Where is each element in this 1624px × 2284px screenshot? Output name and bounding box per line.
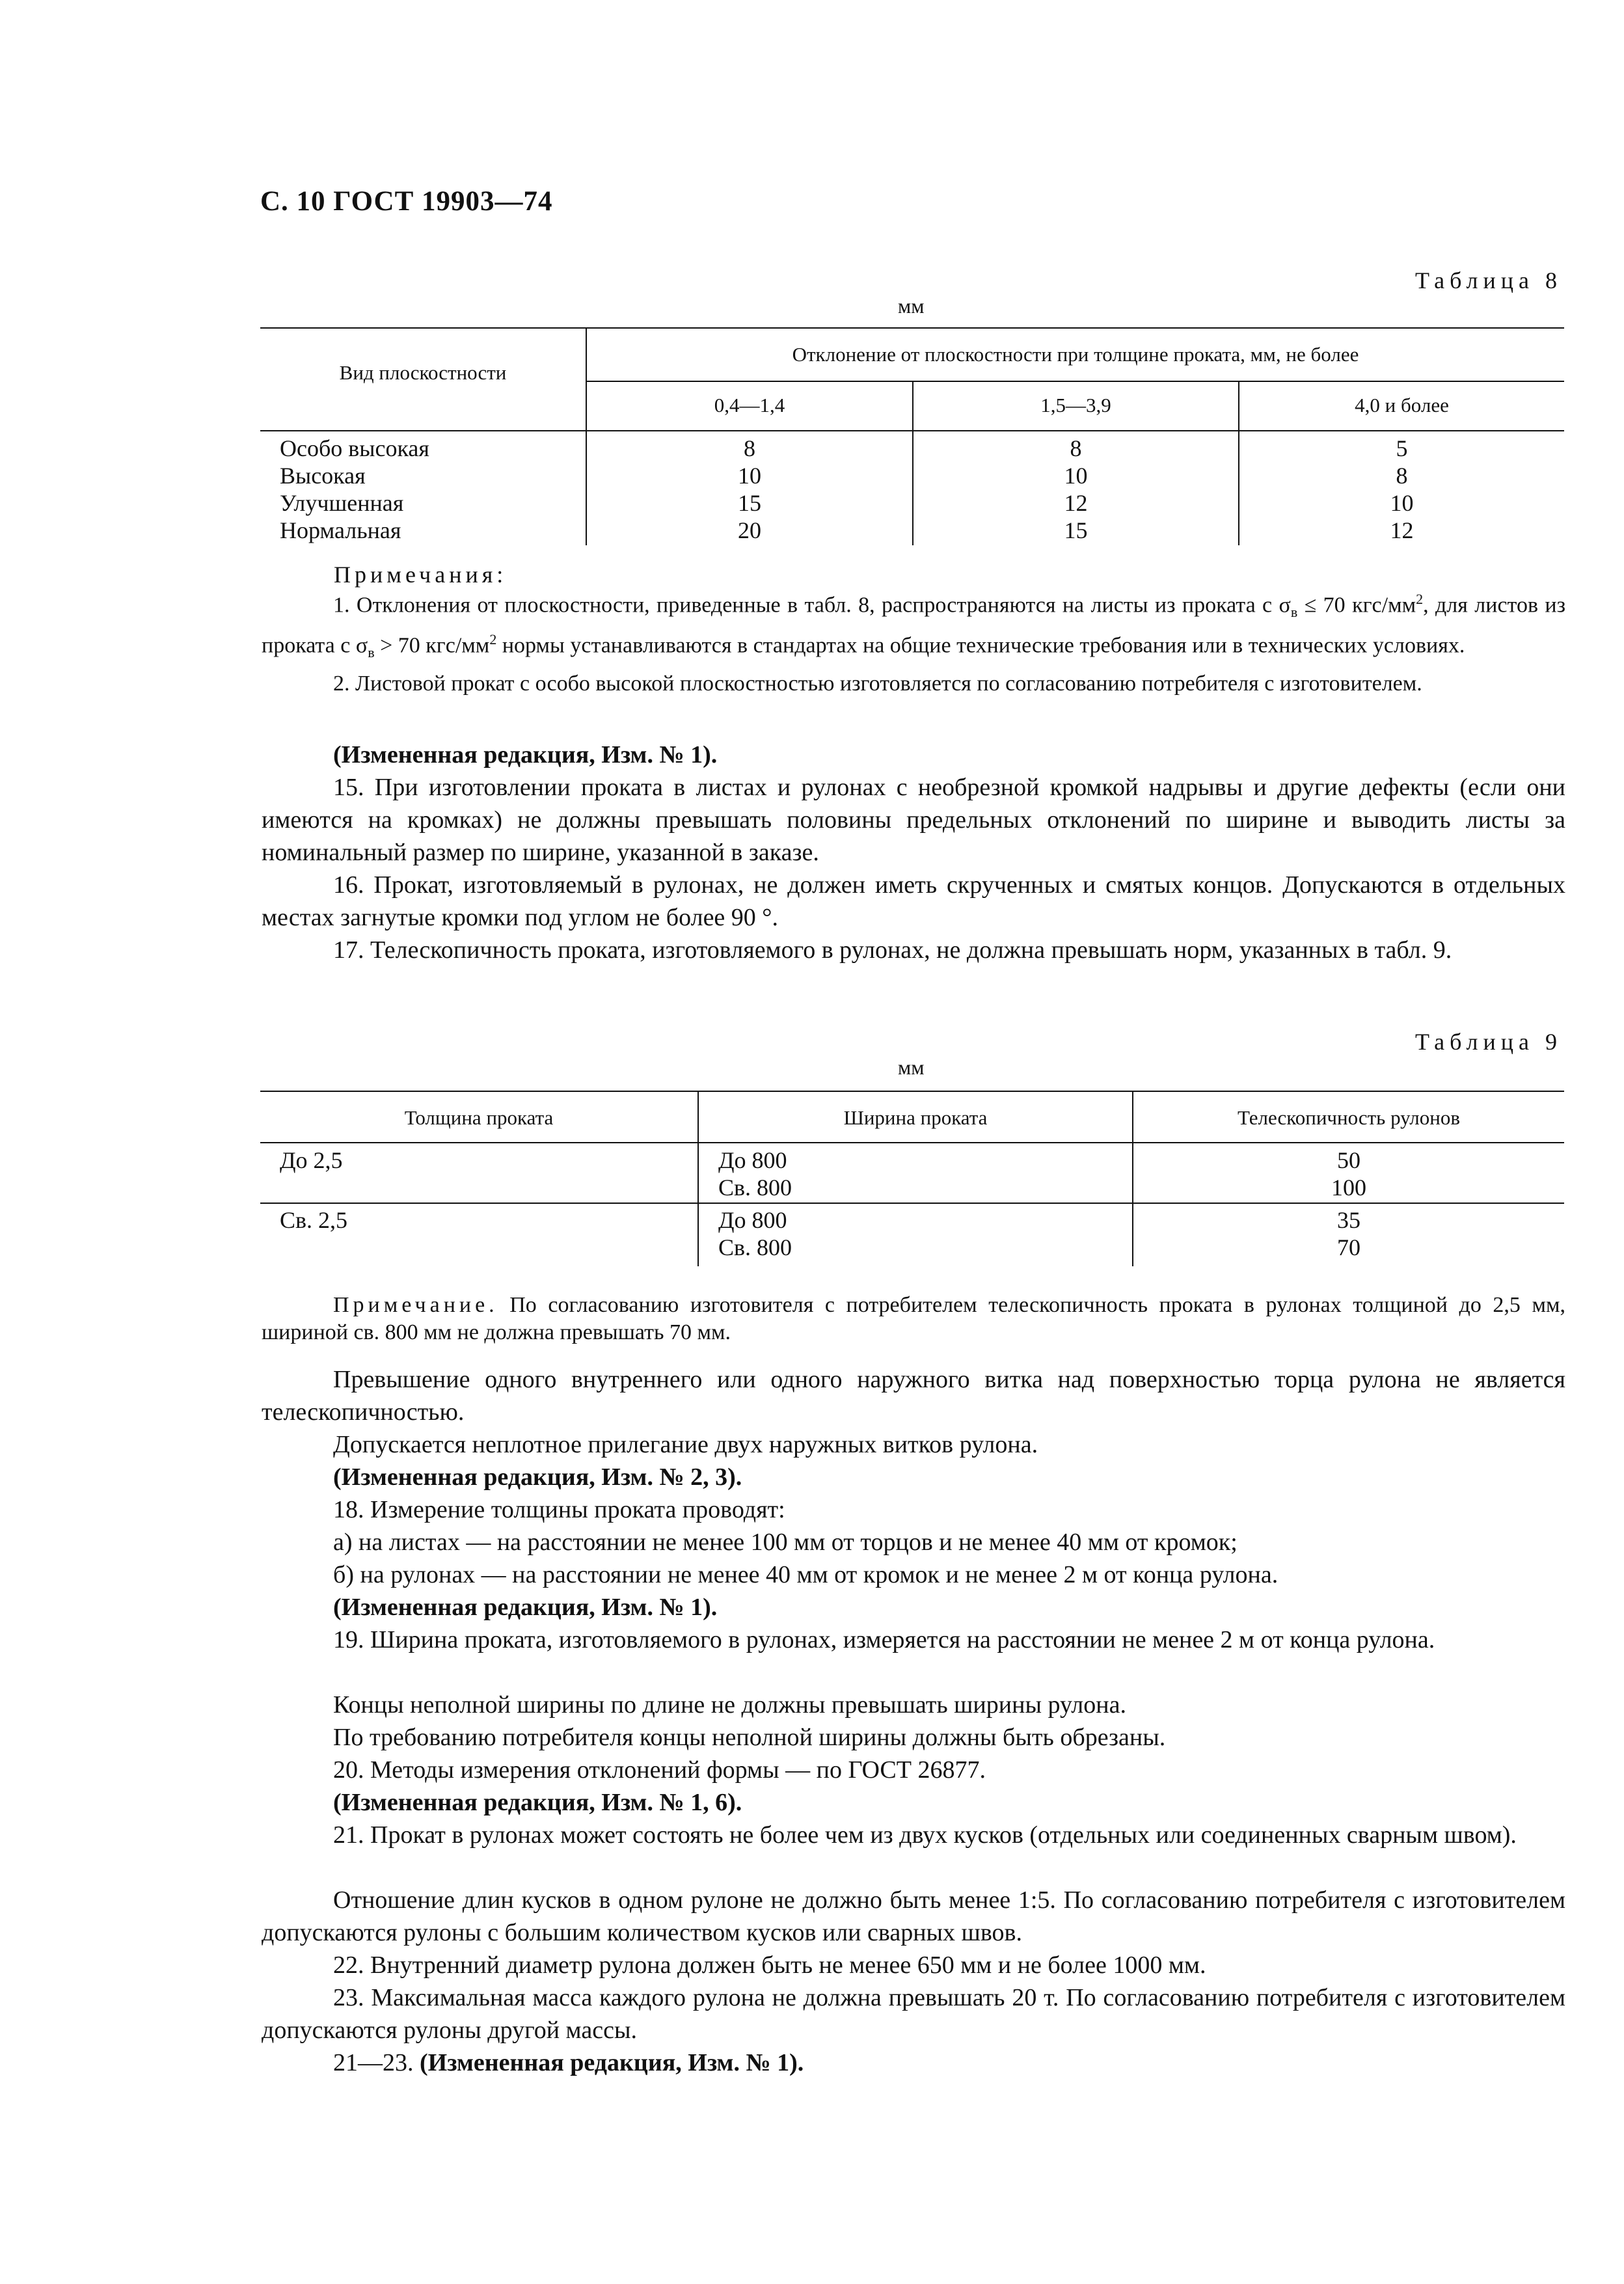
table8-cell: 15 — [1064, 517, 1088, 543]
table8-row-names — [280, 435, 429, 544]
table9-unit: мм — [898, 1055, 925, 1079]
table8-row-name: Особо высокая — [280, 435, 429, 461]
edition-note: (Измененная редакция, Изм. № 1). — [333, 1594, 718, 1621]
clause-22: 22. Внутренний диаметр рулона должен быть не менее 650 мм и не более 1000 мм. — [333, 1951, 1206, 1979]
edition-note: (Измененная редакция, Изм. № 1, 6). — [333, 1789, 742, 1816]
clause-19b: По требованию потребителя концы неполной ширины должны быть обрезаны. — [333, 1724, 1166, 1751]
note9 — [262, 1292, 1565, 1346]
table9-cell: Св. 800 — [718, 1175, 792, 1201]
notes8-item-2: 2. Листовой прокат с особо высокой плоскостностью изготовляется по согласованию потребителя с изготовителем. — [333, 672, 1422, 696]
table8-col-2 — [914, 435, 1238, 544]
table8-caption: Таблица 8 — [1415, 267, 1562, 293]
table9-cell: До 800 — [718, 1147, 787, 1173]
clause-20: 20. Методы измерения отклонений формы — по ГОСТ 26877. — [333, 1756, 986, 1784]
notes8-title: Примечания: — [334, 562, 508, 588]
table9-cell: Св. 2,5 — [280, 1207, 348, 1233]
paragraph-loose-turns: Допускается неплотное прилегание двух наружных витков рулона. — [333, 1431, 1038, 1458]
table8-cell: 15 — [738, 490, 761, 516]
table9-cell: Св. 800 — [718, 1234, 792, 1260]
table9-cell: 35 — [1337, 1207, 1360, 1233]
table9-cell — [718, 1206, 792, 1261]
note9-label: Примечание. — [333, 1293, 498, 1317]
clause-16: 16. Прокат, изготовляемый в рулонах, не должен иметь скрученных и смятых концов. Допускаются в отдельных местах загнутые кромки под углом не более 90 °. — [262, 871, 1565, 931]
clause-21: 21. Прокат в рулонах может состоять не более чем из двух кусков (отдельных или соединенных сварным швом). — [333, 1821, 1517, 1849]
table8-cell: 10 — [1390, 490, 1414, 516]
table9-cell — [1133, 1147, 1564, 1201]
table9-head-thickness: Толщина проката — [404, 1106, 554, 1129]
table9-cell: До 2,5 — [280, 1147, 343, 1173]
table9-cell: 70 — [1337, 1234, 1360, 1260]
clause-21a: Отношение длин кусков в одном рулоне не должно быть менее 1:5. По согласованию потребителя с изготовителем допускаются рулоны с большим количеством кусков или сварных швов. — [262, 1886, 1565, 1946]
table8-cell: 12 — [1064, 490, 1088, 516]
table8-cell: 5 — [1396, 435, 1408, 461]
clause-17: 17. Телескопичность проката, изготовляемого в рулонах, не должна превышать норм, указанных в табл. 9. — [333, 936, 1452, 964]
clause-18: 18. Измерение толщины проката проводят: — [333, 1496, 785, 1523]
table8-cell: 8 — [1070, 435, 1082, 461]
clause-15: 15. При изготовлении проката в листах и рулонах с необрезной кромкой надрывы и другие дефекты (если они имеются на кромках) не должны превышать половины предельных отклонений по ширине и выводить листы за номинальный размер по ширине, указанной в заказе. — [262, 774, 1565, 866]
clause-19: 19. Ширина проката, изготовляемого в рулонах, измеряется на расстоянии не менее 2 м от конца рулона. — [333, 1626, 1435, 1653]
page-header: С. 10 ГОСТ 19903—74 — [260, 186, 553, 217]
edition-note: (Измененная редакция, Изм. № 1). — [333, 741, 718, 768]
table8-unit: мм — [898, 294, 925, 318]
note-subscript: в — [368, 644, 375, 661]
edition-note: (Измененная редакция, Изм. № 2, 3). — [333, 1463, 742, 1491]
paragraph-telescopic: Превышение одного внутреннего или одного наружного витка над поверхностью торца рулона не является телескопичностью. — [262, 1366, 1565, 1426]
table8-row-name: Нормальная — [280, 517, 401, 543]
table8-col-3 — [1239, 435, 1564, 544]
notes8-item-1 — [262, 586, 1565, 666]
note-text: ≤ 70 кгс/мм — [1297, 593, 1416, 618]
clause-18a: а) на листах — на расстоянии не менее 100 мм от торцов и не менее 40 мм от кромок; — [333, 1529, 1238, 1556]
table9 — [260, 1091, 1564, 1266]
note-text: , для листов из проката с σ — [262, 593, 1566, 658]
note9-text: По согласованию изготовителя с потребителем телескопичность проката в рулонах толщиной до 2,5 мм, шириной св. 800 мм не должна превышать 70 мм. — [262, 1293, 1565, 1344]
table9-cell — [718, 1147, 792, 1201]
table8-cell: 10 — [1064, 463, 1088, 489]
clause-23: 23. Максимальная масса каждого рулона не должна превышать 20 т. По согласованию потребителя с изготовителем допускаются рулоны другой массы. — [262, 1984, 1565, 2044]
table8-cell: 20 — [738, 517, 761, 543]
table8-col-head: Вид плоскостности — [339, 361, 507, 384]
table8-cell: 8 — [1396, 463, 1408, 489]
table9-head-width: Ширина проката — [843, 1106, 988, 1129]
edition-text: (Измененная редакция, Изм. № 1). — [420, 2049, 804, 2076]
table8-row-name: Улучшенная — [280, 490, 404, 516]
note-text: > 70 кгс/мм — [374, 633, 490, 658]
table9-cell: 50 — [1337, 1147, 1360, 1173]
table8-col-1 — [587, 435, 912, 544]
table8-subhead-1: 0,4—1,4 — [714, 394, 785, 416]
table8-row-name: Высокая — [280, 463, 366, 489]
note-superscript: 2 — [1416, 591, 1424, 607]
table8-cell: 12 — [1390, 517, 1414, 543]
table8-cell: 10 — [738, 463, 761, 489]
table9-head-telescopic: Телескопичность рулонов — [1237, 1106, 1460, 1129]
clause-18b: б) на рулонах — на расстоянии не менее 40 мм от кромок и не менее 2 м от конца рулона. — [333, 1561, 1279, 1588]
clause-range: 21—23. — [333, 2049, 420, 2076]
table9-caption: Таблица 9 — [1415, 1029, 1562, 1055]
clause-19a: Концы неполной ширины по длине не должны превышать ширины рулона. — [333, 1691, 1126, 1719]
table8-cell: 8 — [744, 435, 755, 461]
table8-group-head: Отклонение от плоскостности при толщине проката, мм, не более — [792, 343, 1359, 366]
edition-note-final — [262, 2046, 1565, 2079]
table8-subhead-3: 4,0 и более — [1355, 394, 1449, 416]
table8-subhead-2: 1,5—3,9 — [1040, 394, 1111, 416]
note-text: нормы устанавливаются в стандартах на общие технические требования или в технических условиях. — [496, 633, 1465, 658]
table8 — [260, 327, 1564, 545]
note-text: 1. Отклонения от плоскостности, приведенные в табл. 8, распространяются на листы из проката с σ — [333, 593, 1291, 618]
table9-cell: До 800 — [718, 1207, 787, 1233]
note-subscript: в — [1290, 604, 1298, 621]
table9-cell: 100 — [1331, 1175, 1366, 1201]
note-superscript: 2 — [489, 631, 497, 648]
table9-cell — [1133, 1206, 1564, 1261]
